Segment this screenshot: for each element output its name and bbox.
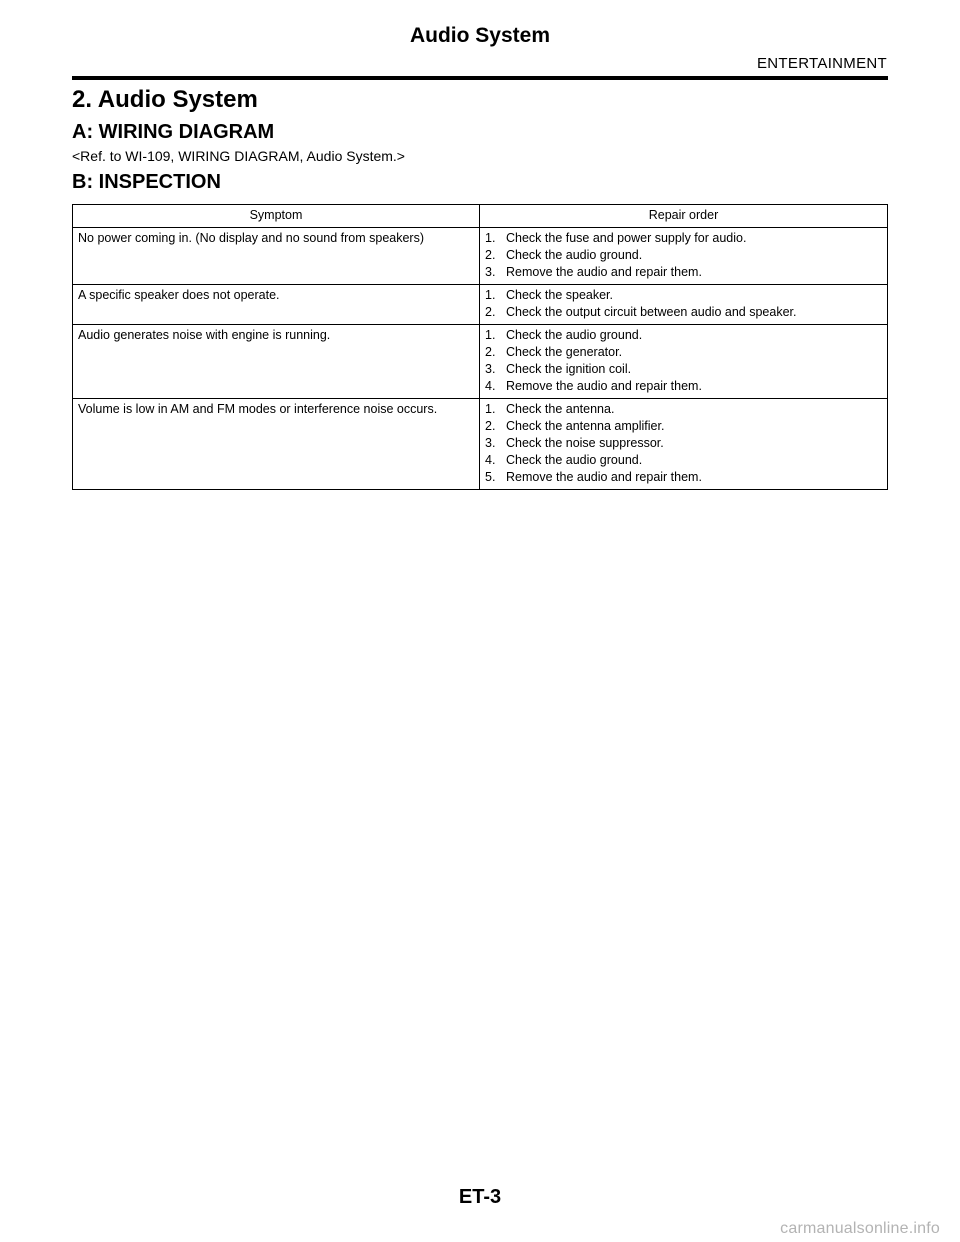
- step-number: 1.: [485, 288, 496, 302]
- repair-step: [485, 230, 882, 247]
- repair-order-cell: [480, 285, 888, 325]
- table-row: [73, 228, 888, 285]
- step-text: Check the noise suppressor.: [506, 436, 664, 450]
- step-number: 2.: [485, 345, 496, 359]
- header-rule: [72, 76, 888, 80]
- step-text: Remove the audio and repair them.: [506, 379, 702, 393]
- step-number: 3.: [485, 265, 496, 279]
- repair-order-cell: [480, 325, 888, 399]
- step-text: Check the audio ground.: [506, 248, 643, 262]
- repair-order-cell: [480, 228, 888, 285]
- step-text: Check the fuse and power supply for audio.: [506, 231, 747, 245]
- repair-step: [485, 287, 882, 304]
- inspection-table: [72, 204, 888, 490]
- main-heading: 2. Audio System: [72, 86, 258, 113]
- repair-step: [485, 401, 882, 418]
- repair-order-column-header: Repair order: [480, 205, 888, 228]
- step-text: Check the audio ground.: [506, 328, 643, 342]
- step-text: Check the antenna.: [506, 402, 615, 416]
- section-a-heading: A: WIRING DIAGRAM: [72, 121, 275, 143]
- step-number: 1.: [485, 231, 496, 245]
- symptom-cell: No power coming in. (No display and no sound from speakers): [73, 228, 480, 285]
- table-row: [73, 399, 888, 490]
- symptom-cell: Audio generates noise with engine is running.: [73, 325, 480, 399]
- wiring-diagram-reference: <Ref. to WI-109, WIRING DIAGRAM, Audio System.>: [72, 148, 405, 164]
- repair-step: [485, 247, 882, 264]
- step-text: Check the ignition coil.: [506, 362, 632, 376]
- page-header-title: Audio System: [409, 24, 551, 47]
- table-row: [73, 285, 888, 325]
- section-b-heading: B: INSPECTION: [72, 171, 221, 193]
- step-number: 2.: [485, 419, 496, 433]
- table-header-row: [73, 205, 888, 228]
- repair-step: [485, 469, 882, 486]
- repair-step: [485, 378, 882, 395]
- step-number: 4.: [485, 453, 496, 467]
- section-label: ENTERTAINMENT: [756, 55, 887, 72]
- step-number: 3.: [485, 436, 496, 450]
- page-number: ET-3: [458, 1186, 502, 1208]
- step-number: 1.: [485, 328, 496, 342]
- repair-step: [485, 452, 882, 469]
- step-number: 5.: [485, 470, 496, 484]
- step-text: Remove the audio and repair them.: [506, 265, 702, 279]
- repair-step: [485, 344, 882, 361]
- repair-order-cell: [480, 399, 888, 490]
- step-number: 2.: [485, 248, 496, 262]
- step-number: 3.: [485, 362, 496, 376]
- repair-step: [485, 264, 882, 281]
- step-text: Check the audio ground.: [506, 453, 643, 467]
- table-row: [73, 325, 888, 399]
- step-text: Remove the audio and repair them.: [506, 470, 702, 484]
- step-number: 1.: [485, 402, 496, 416]
- step-number: 4.: [485, 379, 496, 393]
- repair-step: [485, 304, 882, 321]
- symptom-cell: A specific speaker does not operate.: [73, 285, 480, 325]
- symptom-cell: Volume is low in AM and FM modes or interference noise occurs.: [73, 399, 480, 490]
- repair-step: [485, 435, 882, 452]
- step-text: Check the output circuit between audio and speaker.: [506, 305, 797, 319]
- watermark: carmanualsonline.info: [780, 1220, 940, 1237]
- repair-step: [485, 418, 882, 435]
- step-number: 2.: [485, 305, 496, 319]
- repair-step: [485, 327, 882, 344]
- repair-step: [485, 361, 882, 378]
- step-text: Check the speaker.: [506, 288, 614, 302]
- step-text: Check the generator.: [506, 345, 623, 359]
- symptom-column-header: Symptom: [73, 205, 480, 228]
- step-text: Check the antenna amplifier.: [506, 419, 665, 433]
